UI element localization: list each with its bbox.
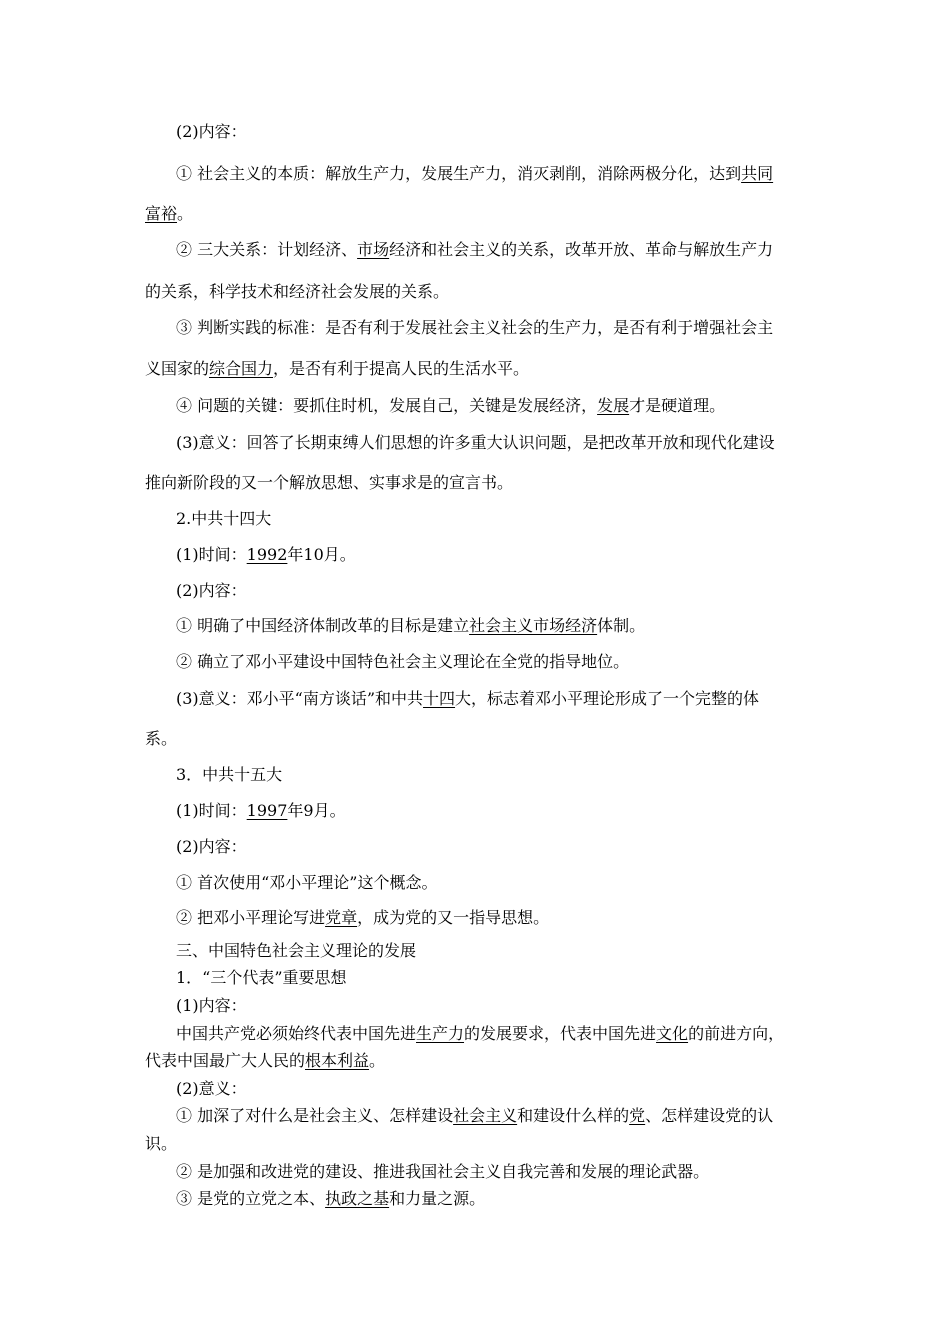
underlined-answer: 根本利益 bbox=[305, 1051, 370, 1070]
text-line bbox=[176, 395, 725, 417]
underlined-answer: 市场 bbox=[357, 240, 390, 259]
text-line bbox=[176, 836, 247, 858]
text-segment: 的前进方向， bbox=[688, 1024, 785, 1043]
text-line bbox=[176, 1161, 709, 1183]
text-line bbox=[176, 121, 247, 143]
underlined-answer: 综合国力 bbox=[209, 359, 274, 378]
text-segment: 1．“三个代表”重要思想 bbox=[176, 968, 347, 987]
text-segment: 2.中共十四大 bbox=[176, 509, 272, 528]
underlined-answer: 党章 bbox=[325, 908, 358, 927]
text-segment: ② 三大关系：计划经济、 bbox=[176, 240, 358, 259]
underlined-answer: 发展 bbox=[597, 396, 630, 415]
text-line bbox=[176, 317, 773, 339]
text-line bbox=[145, 472, 513, 494]
text-segment: ① 加深了对什么是社会主义、怎样建设 bbox=[176, 1106, 454, 1125]
underlined-answer: 生产力 bbox=[416, 1024, 465, 1043]
text-segment: ② 确立了邓小平建设中国特色社会主义理论在全党的指导地位。 bbox=[176, 652, 630, 671]
text-segment: (1)内容： bbox=[176, 996, 247, 1015]
text-line bbox=[176, 580, 247, 602]
section-heading bbox=[176, 764, 282, 786]
text-segment: 推向新阶段的又一个解放思想、实事求是的宣言书。 bbox=[145, 473, 514, 492]
text-segment: 系。 bbox=[145, 729, 178, 748]
underlined-answer: 富裕 bbox=[145, 204, 178, 223]
text-line bbox=[176, 872, 437, 894]
text-segment: (3)意义：邓小平“南方谈话”和中共 bbox=[176, 689, 424, 708]
text-line bbox=[176, 1105, 773, 1127]
text-segment: 体制。 bbox=[597, 616, 646, 635]
underlined-answer: 社会主义 bbox=[453, 1106, 518, 1125]
text-segment: 代表中国最广大人民的 bbox=[145, 1051, 306, 1070]
text-segment: 大，标志着邓小平理论形成了一个完整的体 bbox=[455, 689, 760, 708]
underlined-answer: 党 bbox=[629, 1106, 646, 1125]
text-segment: ② 是加强和改进党的建设、推进我国社会主义自我完善和发展的理论武器。 bbox=[176, 1162, 710, 1181]
text-segment: ③ 判断实践的标准：是否有利于发展社会主义社会的生产力，是否有利于增强社会主 bbox=[176, 318, 774, 337]
text-line bbox=[176, 163, 773, 185]
text-segment: ③ 是党的立党之本、 bbox=[176, 1189, 326, 1208]
section-heading bbox=[176, 508, 271, 530]
underlined-answer: 文化 bbox=[656, 1024, 689, 1043]
text-segment: 。 bbox=[177, 204, 194, 223]
text-segment: 、怎样建设党的认 bbox=[645, 1106, 774, 1125]
text-segment: 识。 bbox=[145, 1134, 178, 1153]
text-line bbox=[145, 203, 193, 225]
text-segment: 年9月。 bbox=[287, 801, 346, 820]
text-line bbox=[176, 432, 775, 454]
text-segment: 中国共产党必须始终代表中国先进 bbox=[176, 1024, 417, 1043]
text-line bbox=[145, 281, 449, 303]
text-segment: (3)意义：回答了长期束缚人们思想的许多重大认识问题，是把改革开放和现代化建设 bbox=[176, 433, 775, 452]
text-line bbox=[145, 1050, 385, 1072]
text-segment: 和建设什么样的 bbox=[517, 1106, 630, 1125]
text-segment: ④ 问题的关键：要抓住时机，发展自己，关键是发展经济， bbox=[176, 396, 598, 415]
section-heading bbox=[176, 967, 347, 989]
text-segment: 和力量之源。 bbox=[389, 1189, 486, 1208]
text-line bbox=[176, 651, 629, 673]
text-segment: (2)内容： bbox=[176, 122, 247, 141]
text-segment: ① 社会主义的本质：解放生产力，发展生产力，消灭剥削，消除两极分化，达到 bbox=[176, 164, 742, 183]
text-segment: 的发展要求，代表中国先进 bbox=[464, 1024, 657, 1043]
text-line bbox=[176, 995, 247, 1017]
text-line bbox=[145, 358, 529, 380]
text-line bbox=[145, 1133, 177, 1155]
text-segment: ② 把邓小平理论写进 bbox=[176, 908, 326, 927]
text-line bbox=[145, 728, 177, 750]
text-segment: 三、中国特色社会主义理论的发展 bbox=[176, 941, 417, 960]
section-heading bbox=[176, 940, 416, 962]
underlined-answer: 共同 bbox=[741, 164, 774, 183]
underlined-answer: 社会主义市场经济 bbox=[469, 616, 598, 635]
underlined-answer: 1992 bbox=[246, 545, 288, 564]
text-segment: ，是否有利于提高人民的生活水平。 bbox=[273, 359, 530, 378]
text-line bbox=[176, 907, 549, 929]
text-segment: (1)时间： bbox=[176, 545, 247, 564]
underlined-answer: 十四 bbox=[423, 689, 456, 708]
text-line bbox=[176, 1023, 784, 1045]
text-segment: 3．中共十五大 bbox=[176, 765, 283, 784]
text-segment: (2)意义： bbox=[176, 1079, 247, 1098]
text-segment: (2)内容： bbox=[176, 837, 247, 856]
text-segment: (1)时间： bbox=[176, 801, 247, 820]
text-segment: 。 bbox=[369, 1051, 386, 1070]
text-line bbox=[176, 615, 645, 637]
text-line bbox=[176, 1188, 485, 1210]
underlined-answer: 执政之基 bbox=[325, 1189, 390, 1208]
text-line bbox=[176, 544, 356, 566]
text-line bbox=[176, 800, 346, 822]
underlined-answer: 1997 bbox=[246, 801, 288, 820]
text-segment: 才是硬道理。 bbox=[629, 396, 726, 415]
text-segment: ① 首次使用“邓小平理论”这个概念。 bbox=[176, 873, 438, 892]
text-segment: 义国家的 bbox=[145, 359, 210, 378]
text-line bbox=[176, 239, 773, 261]
text-segment: 年10月。 bbox=[287, 545, 356, 564]
text-segment: 的关系，科学技术和经济社会发展的关系。 bbox=[145, 282, 450, 301]
text-line bbox=[176, 688, 759, 710]
text-line bbox=[176, 1078, 247, 1100]
text-segment: 经济和社会主义的关系，改革开放、革命与解放生产力 bbox=[389, 240, 774, 259]
text-segment: ，成为党的又一指导思想。 bbox=[357, 908, 550, 927]
text-segment: ① 明确了中国经济体制改革的目标是建立 bbox=[176, 616, 470, 635]
text-segment: (2)内容： bbox=[176, 581, 247, 600]
